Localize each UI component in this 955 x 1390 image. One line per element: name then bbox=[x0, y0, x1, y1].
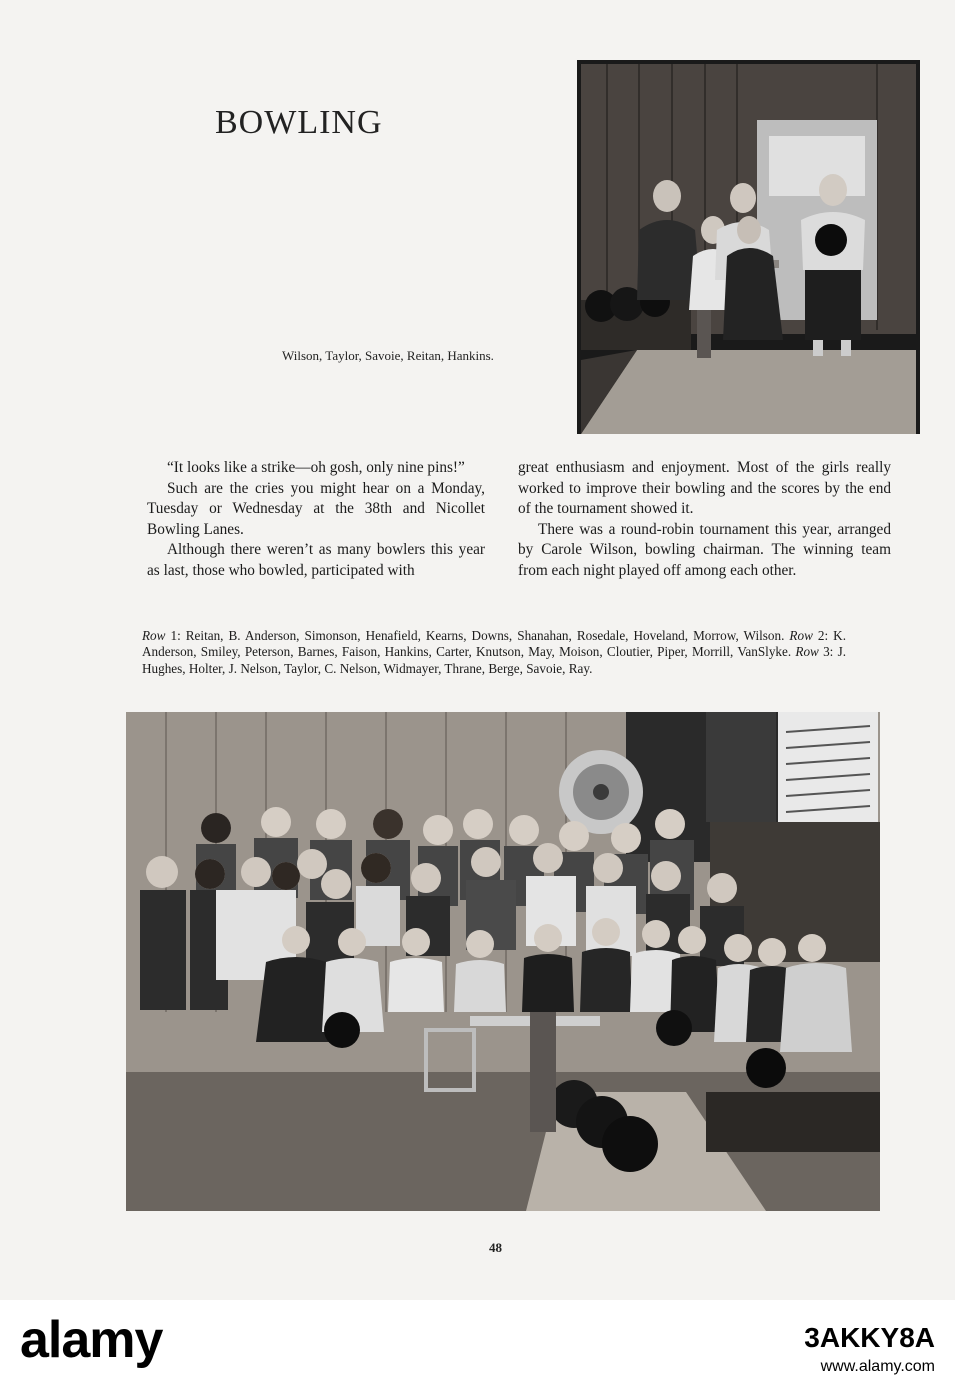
stock-footer bbox=[0, 1300, 955, 1390]
footer-url: www.alamy.com bbox=[820, 1358, 935, 1375]
alamy-logo: alamy bbox=[20, 1311, 163, 1369]
paragraph: Such are the cries you might hear on a Monday, Tuesday or Wednesday at the 38th and Nicollet Bowling Lanes. bbox=[147, 479, 485, 538]
group-photo bbox=[126, 712, 880, 1211]
row-label: Row bbox=[142, 628, 166, 643]
paragraph: There was a round-robin tournament this year, arranged by Carole Wilson, bowling chairman. The winning team from each night played off among each other. bbox=[518, 520, 891, 579]
bowlers-photo bbox=[577, 60, 920, 434]
body-text-right-column bbox=[518, 458, 891, 582]
group-photo-roster bbox=[142, 628, 846, 677]
row-label: Row bbox=[795, 644, 819, 660]
roster-row-1: 1: Reitan, B. Anderson, Simonson, Henafield, Kearns, Downs, Shanahan, Rosedale, Hoveland, Morrow, Wilson. bbox=[165, 628, 790, 643]
roster-row-3: 3: J. Hughes, Holter, J. Nelson, Taylor, C. Nelson, Widmayer, Thrane, Berge, Savoie, Ray. bbox=[142, 644, 846, 676]
image-id: 3AKKY8A bbox=[804, 1322, 935, 1353]
roster-row-2: 2: K. Anderson, Smiley, Peterson, Barnes, Faison, Hankins, Carter, Knutson, May, Moison, Cloutier, Piper, Morrill, VanSlyke. bbox=[142, 628, 847, 660]
paragraph: “It looks like a strike—oh gosh, only nine pins!” bbox=[167, 459, 465, 476]
photo-caption: Wilson, Taylor, Savoie, Reitan, Hankins. bbox=[282, 348, 494, 363]
page-number: 48 bbox=[489, 1240, 502, 1255]
row-label: Row bbox=[789, 628, 813, 643]
page-title: BOWLING bbox=[215, 104, 383, 141]
paragraph: great enthusiasm and enjoyment. Most of the girls really worked to improve their bowling and the scores by the end of the tournament showed it. bbox=[518, 459, 891, 518]
footer-info bbox=[804, 1322, 935, 1376]
paragraph: Although there weren’t as many bowlers this year as last, those who bowled, participated with bbox=[147, 541, 485, 579]
body-text-left-column bbox=[147, 458, 485, 582]
